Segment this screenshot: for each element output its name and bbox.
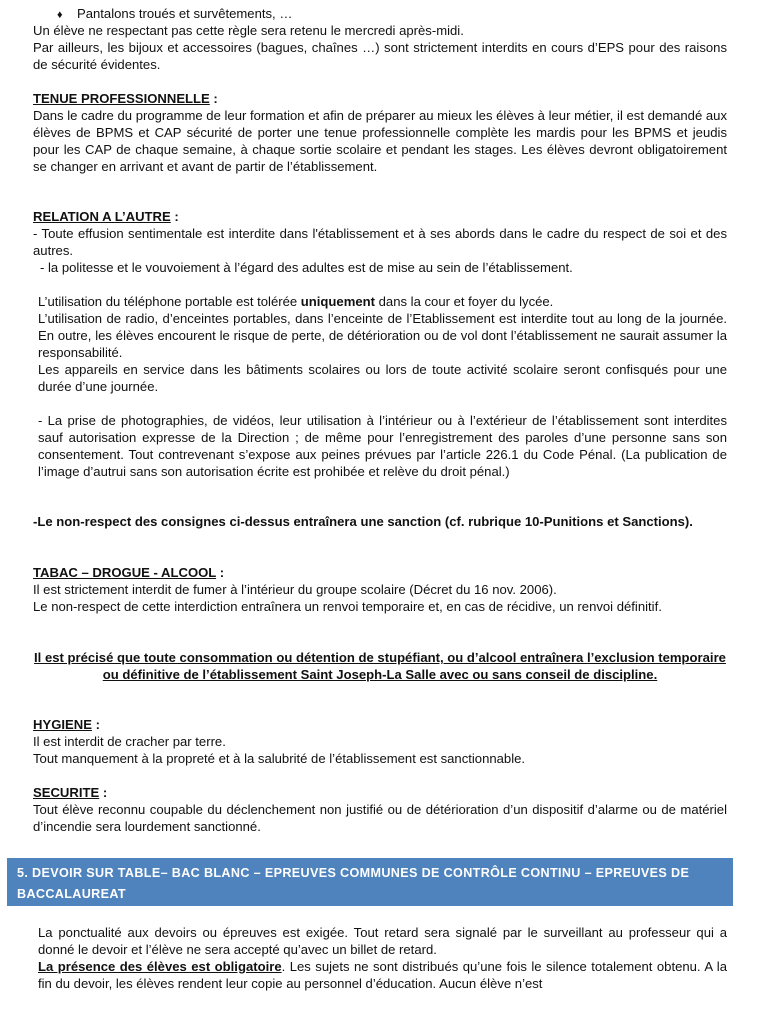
drug-alcohol-warning: Il est précisé que toute consommation ou détention de stupéfiant, ou d’alcool entraînera l’exclusion temporaire ou définitive de l’établissement Saint Joseph-La Salle avec ou sans conseil de discipline. (34, 650, 726, 682)
section-5-banner (7, 858, 733, 906)
bullet-text: Pantalons troués et survêtements, … (77, 6, 293, 21)
tabac-sanction: Le non-respect de cette interdiction entraînera un renvoi temporaire et, en cas de récidive, un renvoi définitif. (33, 599, 662, 614)
hygiene-cleanliness: Tout manquement à la propreté et à la salubrité de l’établissement est sanctionnable. (33, 751, 526, 766)
relation-politeness: - la politesse et le vouvoiement à l’égard des adultes est de mise au sein de l’établissement. (40, 260, 573, 275)
section-heading-tenue: TENUE PROFESSIONNELLE : (33, 91, 218, 106)
section-heading-tabac: TABAC – DROGUE - ALCOOL : (33, 565, 225, 580)
section-heading-hygiene: HYGIENE : (33, 717, 100, 732)
bullet-item (57, 6, 727, 24)
sanction-note: -Le non-respect des consignes ci-dessus entraînera une sanction (cf. rubrique 10-Punitions et Sanctions). (33, 514, 693, 529)
hygiene-heading: HYGIENE (33, 717, 92, 732)
section-5-title: 5. DEVOIR SUR TABLE– BAC BLANC – EPREUVES COMMUNES DE CONTRÔLE CONTINU – EPREUVES DE BACCALAUREAT (17, 866, 690, 901)
tenue-body: Dans le cadre du programme de leur formation et afin de préparer au mieux les élèves à leur métier, il est demandé aux élèves de BPMS et CAP sécurité de porter une tenue professionnelle complète les mardis pour les BPMS et jeudis pour les CAP de chaque semaine, à chaque sortie scolaire et pendant les stages. Les élèves devront obligatoirement se changer en arrivant et avant de partir de l’établissement. (33, 108, 727, 174)
phone-emphasis: uniquement (300, 294, 375, 309)
devices-rule: Les appareils en service dans les bâtiments scolaires ou lors de toute activité scolaire seront confisqués pour une durée d’une journée. (38, 362, 727, 394)
punctuality-rule: La ponctualité aux devoirs ou épreuves est exigée. Tout retard sera signalé par le surveillant au professeur qui a donné le devoir et l’élève ne sera accepté qu’avec un billet de retard. (38, 925, 727, 957)
section-heading-relation: RELATION A L’AUTRE : (33, 209, 179, 224)
photos-rule: - La prise de photographies, de vidéos, leur utilisation à l’intérieur ou à l’extérieur de l’établissement sont interdites sauf autorisation expresse de la Direction ; de même pour l’enregistrement des paroles d’une personne sans son consentement. Tout contrevenant s’expose aux peines prévues par l’article 226.1 du Code Pénal. (La publication de l’image d’autrui sans son autorisation écrite est prohibée et relève du droit pénal.) (38, 413, 727, 479)
diamond-bullet-icon: ♦ (57, 9, 63, 21)
retention-note: Un élève ne respectant pas cette règle sera retenu le mercredi après-midi. (33, 23, 464, 38)
radio-rule: L’utilisation de radio, d’enceintes portables, dans l’enceinte de l’Etablissement est interdite tout au long de la journée. En outre, les élèves encourent le risque de perte, de détérioration ou de vol dont l’établissement ne saurait assumer la responsabilité. (38, 311, 727, 360)
relation-heading: RELATION A L’AUTRE (33, 209, 171, 224)
tenue-heading: TENUE PROFESSIONNELLE (33, 91, 210, 106)
tabac-smoking: Il est strictement interdit de fumer à l’intérieur du groupe scolaire (Décret du 16 nov. 2006). (33, 582, 557, 597)
presence-rule: La présence des élèves est obligatoire. Les sujets ne sont distribués qu’une fois le silence totalement obtenu. A la fin du devoir, les élèves rendent leur copie au personnel d’éducation. Aucun élève n’est (38, 959, 727, 991)
relation-effusion: - Toute effusion sentimentale est interdite dans l'établissement et à ses abords dans le cadre du respect de soi et des autres. (33, 226, 727, 258)
phone-rule: L’utilisation du téléphone portable est tolérée uniquement dans la cour et foyer du lycée. (38, 294, 554, 309)
jewelry-rule: Par ailleurs, les bijoux et accessoires (bagues, chaînes …) sont strictement interdits en cours d’EPS pour des raisons de sécurité évidentes. (33, 40, 727, 72)
hygiene-spitting: Il est interdit de cracher par terre. (33, 734, 226, 749)
securite-body: Tout élève reconnu coupable du déclenchement non justifié ou de détérioration d’un dispositif d’alarme ou de matériel d’incendie sera lourdement sanctionné. (33, 802, 727, 834)
section-heading-securite: SECURITE : (33, 785, 108, 800)
presence-emphasis: La présence des élèves est obligatoire (38, 959, 282, 974)
securite-heading: SECURITE (33, 785, 100, 800)
tabac-heading: TABAC – DROGUE - ALCOOL (33, 565, 217, 580)
